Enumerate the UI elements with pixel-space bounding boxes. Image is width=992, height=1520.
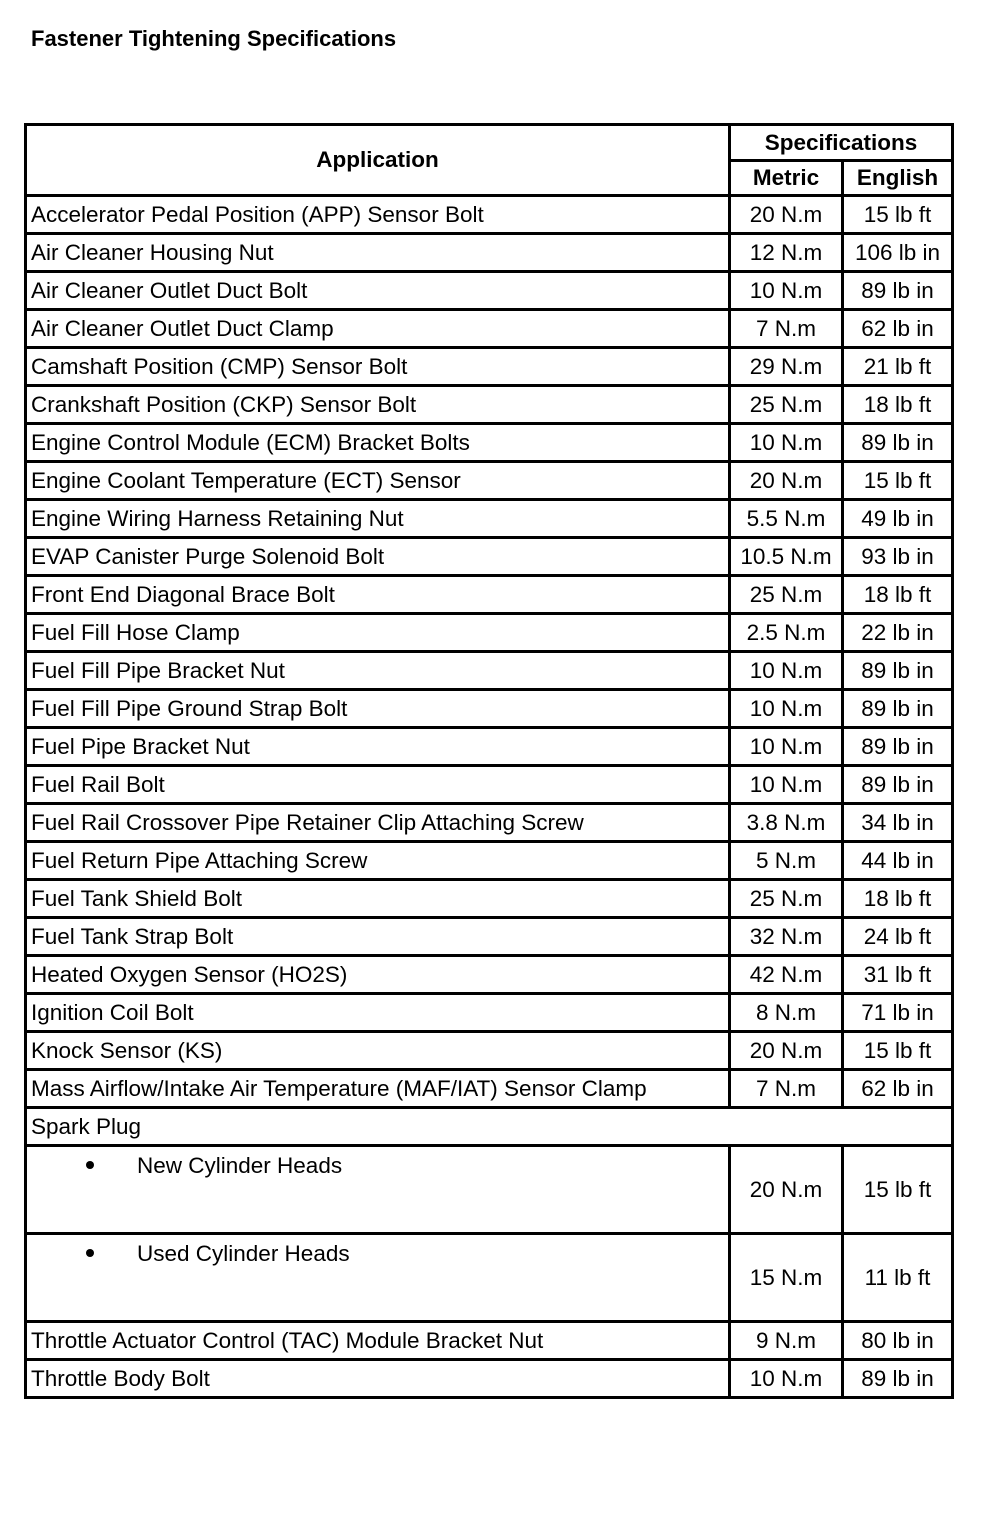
metric-cell: 10 N.m — [730, 1360, 843, 1398]
application-cell: Fuel Pipe Bracket Nut — [26, 728, 730, 766]
application-cell: Ignition Coil Bolt — [26, 994, 730, 1032]
english-cell: 18 lb ft — [843, 880, 953, 918]
metric-cell: 5.5 N.m — [730, 500, 843, 538]
sub-item-label: New Cylinder Heads — [137, 1153, 343, 1178]
english-cell: 89 lb in — [843, 1360, 953, 1398]
metric-cell: 9 N.m — [730, 1322, 843, 1360]
application-cell: Front End Diagonal Brace Bolt — [26, 576, 730, 614]
english-cell: 22 lb in — [843, 614, 953, 652]
application-cell: Throttle Actuator Control (TAC) Module Bracket Nut — [26, 1322, 730, 1360]
application-cell: Fuel Fill Pipe Bracket Nut — [26, 652, 730, 690]
metric-cell: 25 N.m — [730, 576, 843, 614]
english-cell: 71 lb in — [843, 994, 953, 1032]
metric-cell: 20 N.m — [730, 1032, 843, 1070]
english-cell: 106 lb in — [843, 234, 953, 272]
table-row — [26, 196, 953, 234]
application-cell: Air Cleaner Outlet Duct Clamp — [26, 310, 730, 348]
page-title: Fastener Tightening Specifications — [31, 26, 397, 51]
english-cell: 15 lb ft — [843, 462, 953, 500]
table-row — [26, 1234, 953, 1322]
application-cell: Crankshaft Position (CKP) Sensor Bolt — [26, 386, 730, 424]
application-header: Application — [26, 125, 730, 196]
table-row — [26, 462, 953, 500]
table-row — [26, 500, 953, 538]
english-cell: 15 lb ft — [843, 1146, 953, 1234]
metric-cell: 10 N.m — [730, 690, 843, 728]
metric-cell: 29 N.m — [730, 348, 843, 386]
spark-plug-label: Spark Plug — [26, 1108, 953, 1146]
metric-cell: 5 N.m — [730, 842, 843, 880]
application-cell: Air Cleaner Housing Nut — [26, 234, 730, 272]
metric-cell: 10 N.m — [730, 652, 843, 690]
application-cell: EVAP Canister Purge Solenoid Bolt — [26, 538, 730, 576]
application-cell: Air Cleaner Outlet Duct Bolt — [26, 272, 730, 310]
table-row — [26, 538, 953, 576]
english-cell: 89 lb in — [843, 728, 953, 766]
english-cell: 49 lb in — [843, 500, 953, 538]
table-row — [26, 918, 953, 956]
metric-cell: 25 N.m — [730, 880, 843, 918]
table-row — [26, 424, 953, 462]
metric-cell: 15 N.m — [730, 1234, 843, 1322]
table-row — [26, 234, 953, 272]
table-row — [26, 690, 953, 728]
table-row — [26, 348, 953, 386]
table-row — [26, 272, 953, 310]
metric-cell: 12 N.m — [730, 234, 843, 272]
spec-table — [24, 123, 954, 1399]
table-row — [26, 1070, 953, 1108]
table-row — [26, 1360, 953, 1398]
metric-cell: 10 N.m — [730, 272, 843, 310]
metric-cell: 10 N.m — [730, 766, 843, 804]
application-cell: Knock Sensor (KS) — [26, 1032, 730, 1070]
application-cell — [26, 1234, 730, 1322]
english-cell: 21 lb ft — [843, 348, 953, 386]
application-cell: Accelerator Pedal Position (APP) Sensor Bolt — [26, 196, 730, 234]
bullet-icon — [86, 1249, 94, 1257]
application-cell: Fuel Rail Bolt — [26, 766, 730, 804]
english-cell: 89 lb in — [843, 272, 953, 310]
metric-cell: 10 N.m — [730, 424, 843, 462]
application-cell: Fuel Tank Shield Bolt — [26, 880, 730, 918]
table-row — [26, 766, 953, 804]
english-cell: 62 lb in — [843, 310, 953, 348]
english-cell: 15 lb ft — [843, 1032, 953, 1070]
english-cell: 93 lb in — [843, 538, 953, 576]
english-cell: 11 lb ft — [843, 1234, 953, 1322]
table-row — [26, 956, 953, 994]
metric-cell: 25 N.m — [730, 386, 843, 424]
english-cell: 80 lb in — [843, 1322, 953, 1360]
table-row — [26, 994, 953, 1032]
english-cell: 89 lb in — [843, 424, 953, 462]
table-row — [26, 804, 953, 842]
application-cell — [26, 1146, 730, 1234]
application-cell: Fuel Fill Hose Clamp — [26, 614, 730, 652]
metric-cell: 32 N.m — [730, 918, 843, 956]
table-row-group — [26, 1108, 953, 1146]
table-row — [26, 576, 953, 614]
english-cell: 34 lb in — [843, 804, 953, 842]
application-cell: Engine Coolant Temperature (ECT) Sensor — [26, 462, 730, 500]
metric-header: Metric — [730, 161, 843, 196]
application-cell: Fuel Fill Pipe Ground Strap Bolt — [26, 690, 730, 728]
english-cell: 44 lb in — [843, 842, 953, 880]
metric-cell: 10.5 N.m — [730, 538, 843, 576]
table-row — [26, 1146, 953, 1234]
bullet-icon — [86, 1161, 94, 1169]
application-cell: Engine Control Module (ECM) Bracket Bolts — [26, 424, 730, 462]
metric-cell: 3.8 N.m — [730, 804, 843, 842]
application-cell: Engine Wiring Harness Retaining Nut — [26, 500, 730, 538]
table-row — [26, 842, 953, 880]
application-cell: Throttle Body Bolt — [26, 1360, 730, 1398]
english-cell: 89 lb in — [843, 766, 953, 804]
table-body — [26, 196, 953, 1398]
header-row — [26, 125, 953, 161]
metric-cell: 8 N.m — [730, 994, 843, 1032]
table-row — [26, 614, 953, 652]
application-cell: Fuel Return Pipe Attaching Screw — [26, 842, 730, 880]
english-cell: 18 lb ft — [843, 386, 953, 424]
english-cell: 89 lb in — [843, 652, 953, 690]
metric-cell: 20 N.m — [730, 1146, 843, 1234]
metric-cell: 20 N.m — [730, 196, 843, 234]
table-row — [26, 1032, 953, 1070]
table-row — [26, 386, 953, 424]
application-cell: Camshaft Position (CMP) Sensor Bolt — [26, 348, 730, 386]
english-cell: 62 lb in — [843, 1070, 953, 1108]
sub-item-label: Used Cylinder Heads — [137, 1241, 350, 1266]
table-row — [26, 880, 953, 918]
english-header: English — [843, 161, 953, 196]
metric-cell: 42 N.m — [730, 956, 843, 994]
table-row — [26, 1322, 953, 1360]
english-cell: 15 lb ft — [843, 196, 953, 234]
metric-cell: 20 N.m — [730, 462, 843, 500]
table-row — [26, 310, 953, 348]
application-cell: Heated Oxygen Sensor (HO2S) — [26, 956, 730, 994]
application-cell: Fuel Tank Strap Bolt — [26, 918, 730, 956]
metric-cell: 10 N.m — [730, 728, 843, 766]
english-cell: 18 lb ft — [843, 576, 953, 614]
metric-cell: 7 N.m — [730, 1070, 843, 1108]
application-cell: Fuel Rail Crossover Pipe Retainer Clip Attaching Screw — [26, 804, 730, 842]
english-cell: 89 lb in — [843, 690, 953, 728]
metric-cell: 7 N.m — [730, 310, 843, 348]
english-cell: 31 lb ft — [843, 956, 953, 994]
table-row — [26, 652, 953, 690]
metric-cell: 2.5 N.m — [730, 614, 843, 652]
table-row — [26, 728, 953, 766]
english-cell: 24 lb ft — [843, 918, 953, 956]
application-cell: Mass Airflow/Intake Air Temperature (MAF/IAT) Sensor Clamp — [26, 1070, 730, 1108]
specifications-header: Specifications — [730, 125, 953, 161]
